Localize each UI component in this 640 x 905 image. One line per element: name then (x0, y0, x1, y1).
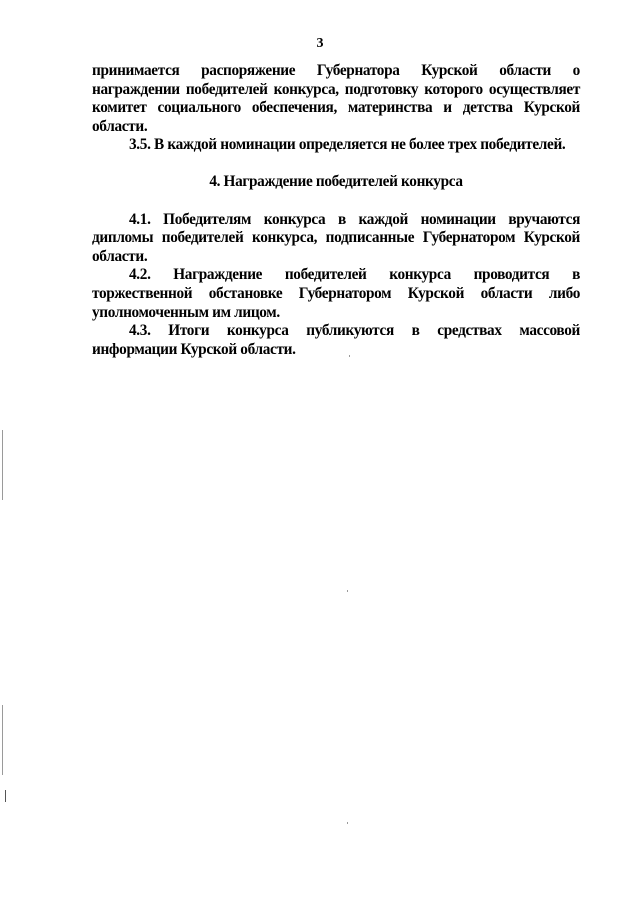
document-body (92, 62, 580, 359)
scan-artifact (2, 430, 3, 500)
scan-artifact (2, 705, 3, 775)
section-heading: 4. Награждение победителей конкурса (209, 172, 463, 190)
paragraph-continuation: принимается распоряжение Губернатора Курской области о награждении победителей конкурса, подготовку которого осуществляет комитет социального обеспечения, материнства и детства Курской области. (92, 62, 580, 135)
paragraph-4-3: 4.3. Итоги конкурса публикуются в средствах массовой информации Курской области. (92, 322, 580, 358)
page-number: 3 (316, 36, 324, 51)
scan-artifact (347, 590, 348, 592)
paragraph-3-5: 3.5. В каждой номинации определяется не более трех победителей. (129, 136, 566, 154)
scan-artifact (5, 790, 6, 802)
scan-artifact (347, 822, 348, 824)
paragraph-4-1: 4.1. Победителям конкурса в каждой номинации вручаются дипломы победителей конкурса, подписанные Губернатором Курской области. (92, 210, 580, 265)
scan-artifact (349, 355, 350, 357)
paragraph-4-2: 4.2. Награждение победителей конкурса проводится в торжественной обстановке Губернатором Курской области либо уполномоченным им лицом. (92, 266, 580, 321)
